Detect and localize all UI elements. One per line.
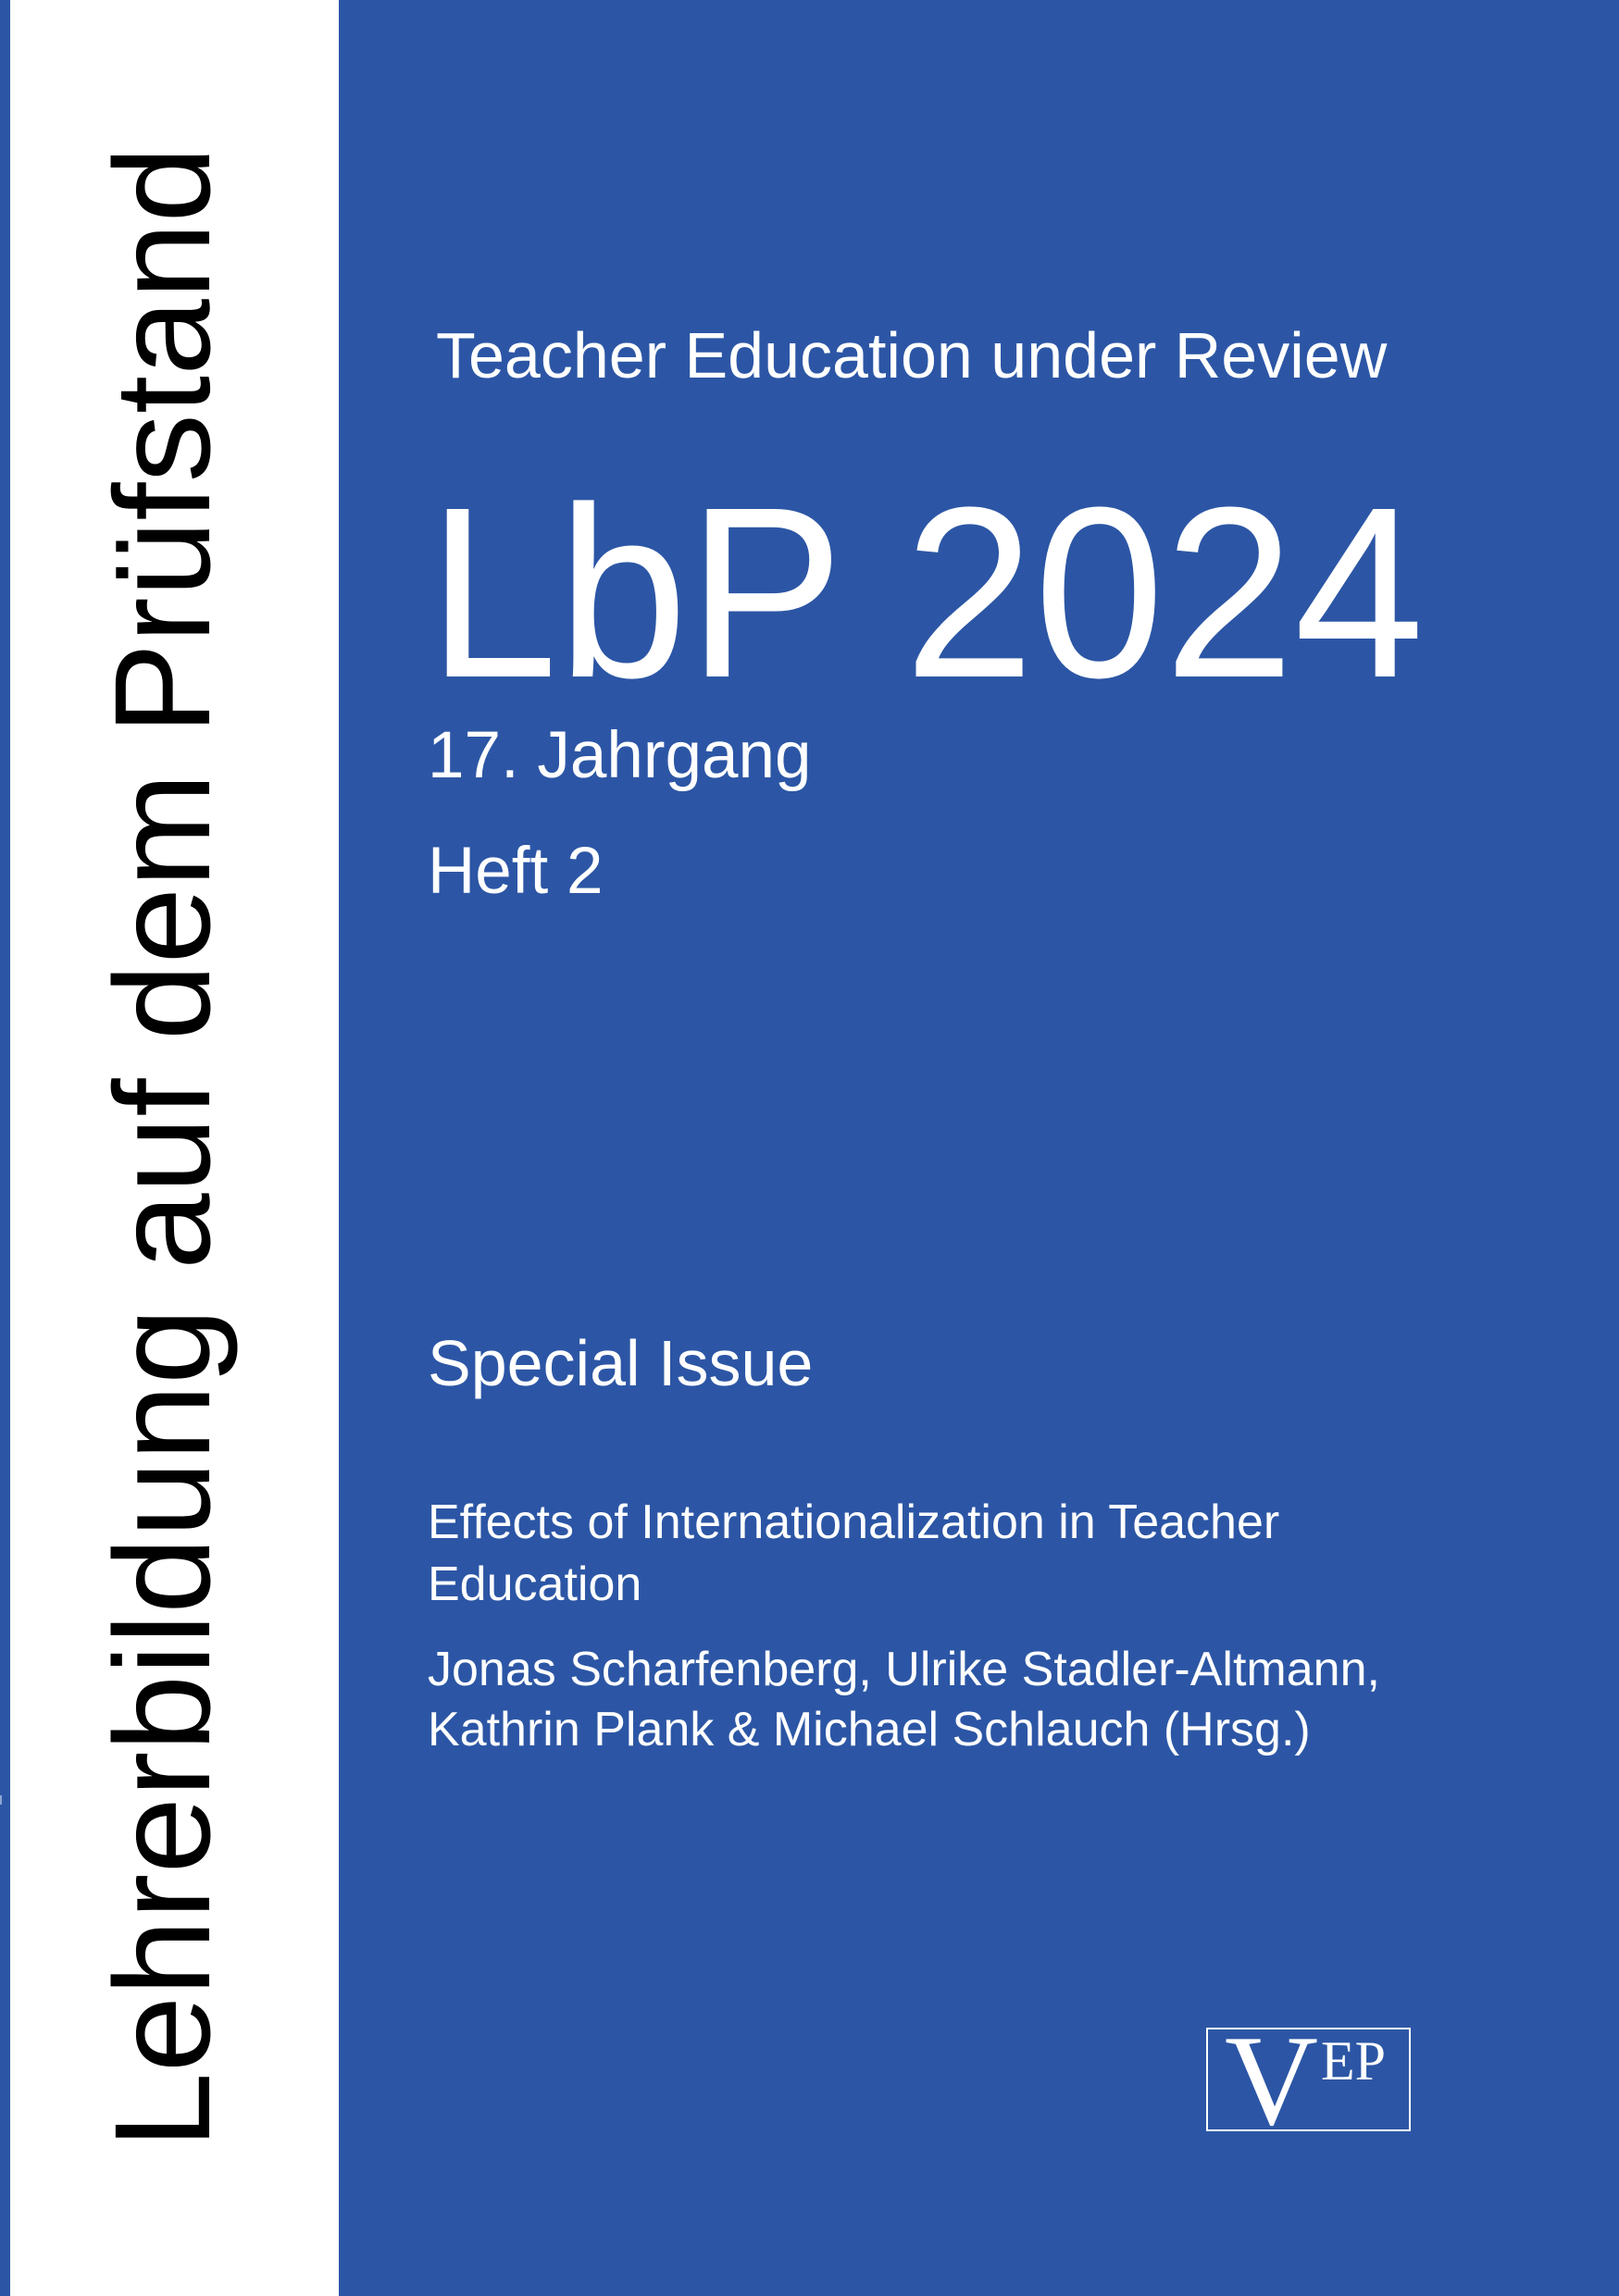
edge-mark (0, 1795, 2, 1805)
journal-title: LbP 2024 (428, 456, 1425, 728)
editors-line-2: Kathrin Plank & Michael Schlauch (Hrsg.) (428, 1703, 1311, 1756)
publisher-logo (1206, 2009, 1411, 2153)
cover-main-panel (339, 0, 1619, 2296)
left-edge-strip (0, 0, 10, 2296)
issue-label: Heft 2 (428, 835, 604, 908)
spine-title (87, 145, 240, 2149)
journal-subtitle: Teacher Education under Review (436, 319, 1388, 391)
spine-title-text: Lehrerbildung auf dem Prüfstand (87, 145, 240, 2149)
special-issue-label: Special Issue (428, 1327, 814, 1399)
volume-label: 17. Jahrgang (428, 719, 812, 792)
topic-line-2: Education (428, 1558, 642, 1611)
topic-line-1: Effects of Internationalization in Teacher (428, 1496, 1280, 1549)
publisher-logo-v: V (1225, 2009, 1319, 2153)
editors-line-1: Jonas Scharfenberg, Ulrike Stadler-Altmann, (428, 1643, 1380, 1696)
publisher-logo-ep: EP (1321, 2030, 1387, 2091)
